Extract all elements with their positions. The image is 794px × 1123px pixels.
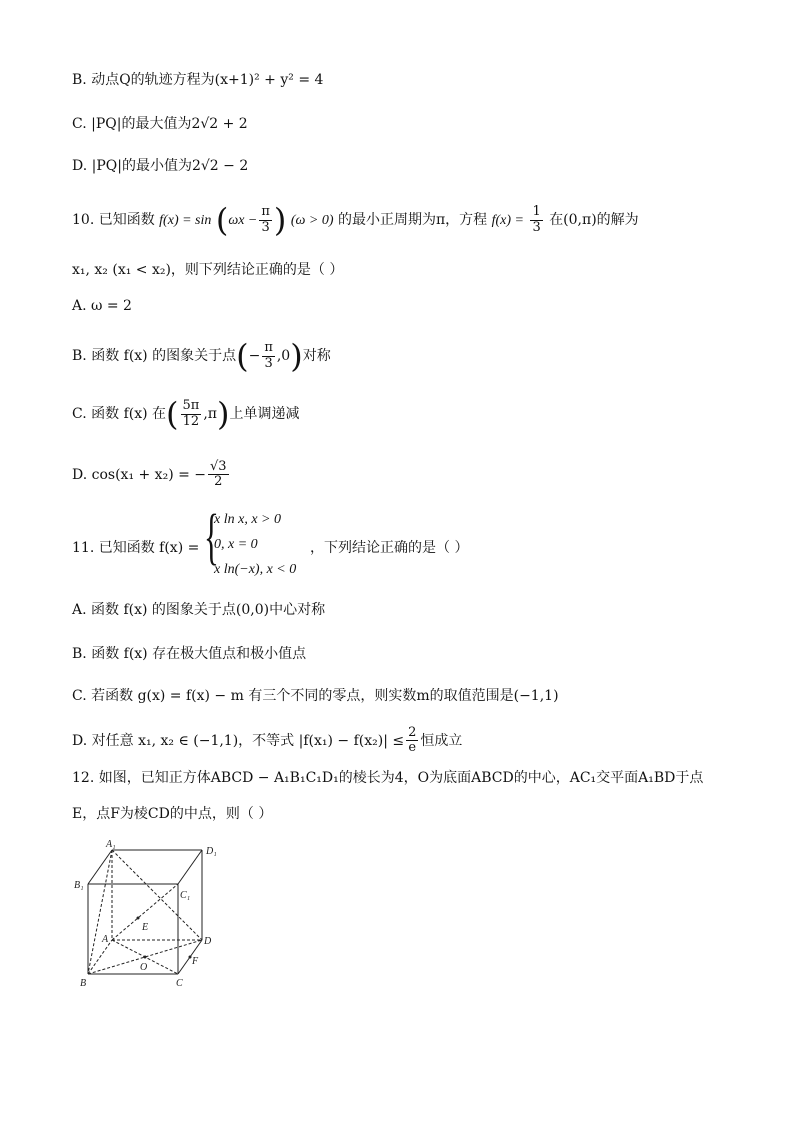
q10-option-d (72, 460, 231, 490)
label-B1: B₁ (74, 880, 84, 891)
frac-num: 1 (532, 204, 541, 220)
q10-omega-x: ωx − (228, 213, 258, 228)
left-paren: ( (236, 337, 249, 375)
brace: { (204, 503, 219, 571)
q9-option-c: C. |PQ|的最大值为2√2 + 2 (72, 116, 248, 132)
q10-option-b: B. 函数 f(x) 的图象关于点(− $\frac{\pi}{3}$ ,0)对称 (72, 337, 331, 375)
q11-stem-post: ，下列结论正确的是（ ） (310, 540, 469, 556)
left-paren: ( (166, 395, 179, 433)
frac-den: 3 (532, 219, 541, 235)
q10-stem-lead: 10. 已知函数 (72, 212, 155, 228)
frac-den: 2 (214, 474, 223, 490)
q11-case-2: 0, x = 0 (214, 537, 258, 552)
frac-num: √3 (210, 459, 227, 474)
q10-b-frac (262, 341, 275, 371)
left-paren: ( (215, 201, 229, 239)
q12-stem-line2: E，点F为棱CD的中点，则（ ） (72, 806, 273, 822)
q11-piecewise (204, 503, 324, 584)
label-B: B (80, 978, 87, 988)
frac-den: 3 (261, 219, 270, 235)
frac-den: 12 (182, 413, 200, 429)
q10-eq: f(x) = (491, 213, 524, 228)
q11-d-pre: D. 对任意 x₁, x₂ ∈ (−1,1)，不等式 |f(x₁) − f(x₂)| ≤ (72, 732, 405, 749)
label-C1: C₁ (180, 890, 191, 901)
q11-case-3: x ln(−x), x < 0 (214, 562, 297, 577)
q10-stem (72, 201, 639, 239)
q11-option-c: C. 若函数 g(x) = f(x) − m 有三个不同的零点，则实数m的取值范围是(−1,1) (72, 688, 559, 704)
label-O: O (140, 962, 148, 973)
q11-d-frac (406, 726, 418, 756)
q11-option-a: A. 函数 f(x) 的图象关于点(0,0)中心对称 (72, 602, 326, 618)
q10-frac-1-3 (530, 205, 542, 235)
q10-b-pre: B. 函数 f(x) 的图象关于点 (72, 348, 237, 364)
cube-diagram (70, 838, 230, 988)
frac-den: 3 (264, 355, 273, 371)
frac-num: π (264, 340, 273, 356)
label-A: A (102, 934, 109, 945)
q11-case-1: x ln x, x > 0 (214, 512, 281, 527)
q10-c-pre: C. 函数 f(x) 在 (72, 406, 167, 422)
label-E: E (142, 922, 149, 933)
q11-stem-pre: 11. 已知函数 f(x) = (72, 540, 200, 556)
frac-num: π (261, 204, 270, 220)
q10-stem-mid: 的最小正周期为π，方程 (337, 212, 488, 228)
q10-fx: f(x) = sin (159, 213, 212, 228)
q10-d-frac (208, 460, 229, 490)
q10-stem-line2: x₁, x₂ (x₁ < x₂)，则下列结论正确的是（ ） (72, 262, 344, 278)
cube-figure (70, 838, 230, 988)
q12-stem-line1: 12. 如图，已知正方体ABCD − A₁B₁C₁D₁的棱长为4，O为底面ABCD的中心，AC₁交平面A₁BD于点 (72, 770, 704, 786)
q10-stem-tail: 在(0,π)的解为 (549, 212, 639, 228)
q10-option-a: A. ω = 2 (72, 298, 132, 314)
label-C: C (176, 978, 183, 988)
q9-option-d: D. |PQ|的最小值为2√2 − 2 (72, 158, 249, 174)
q10-option-c: C. 函数 f(x) 在( $\frac{5\pi}{12}$ ,π)上单调递减 (72, 395, 300, 433)
frac-num: 2 (408, 725, 417, 740)
label-F: F (192, 956, 199, 967)
frac-den: e (408, 740, 417, 756)
q10-frac-pi-3 (259, 205, 272, 235)
right-paren: ) (273, 201, 287, 239)
q10-b-post: 对称 (302, 348, 331, 364)
label-A1: A₁ (106, 839, 116, 850)
right-paren: ) (216, 395, 230, 433)
q10-d-pre: D. cos(x₁ + x₂) = − (72, 466, 207, 483)
q10-condition: (ω > 0) (290, 213, 334, 228)
q10-c-post: 上单调递减 (229, 406, 300, 422)
q11-option-d (72, 726, 462, 756)
right-paren: ) (290, 337, 303, 375)
label-D1: D₁ (206, 846, 217, 857)
label-D: D (204, 936, 212, 947)
q11-option-b: B. 函数 f(x) 存在极大值点和极小值点 (72, 646, 307, 662)
q10-c-frac (181, 399, 202, 429)
q9-option-b: B. 动点Q的轨迹方程为(x+1)² + y² = 4 (72, 72, 324, 88)
frac-num: 5π (182, 398, 200, 414)
q11-d-post: 恒成立 (420, 732, 463, 749)
